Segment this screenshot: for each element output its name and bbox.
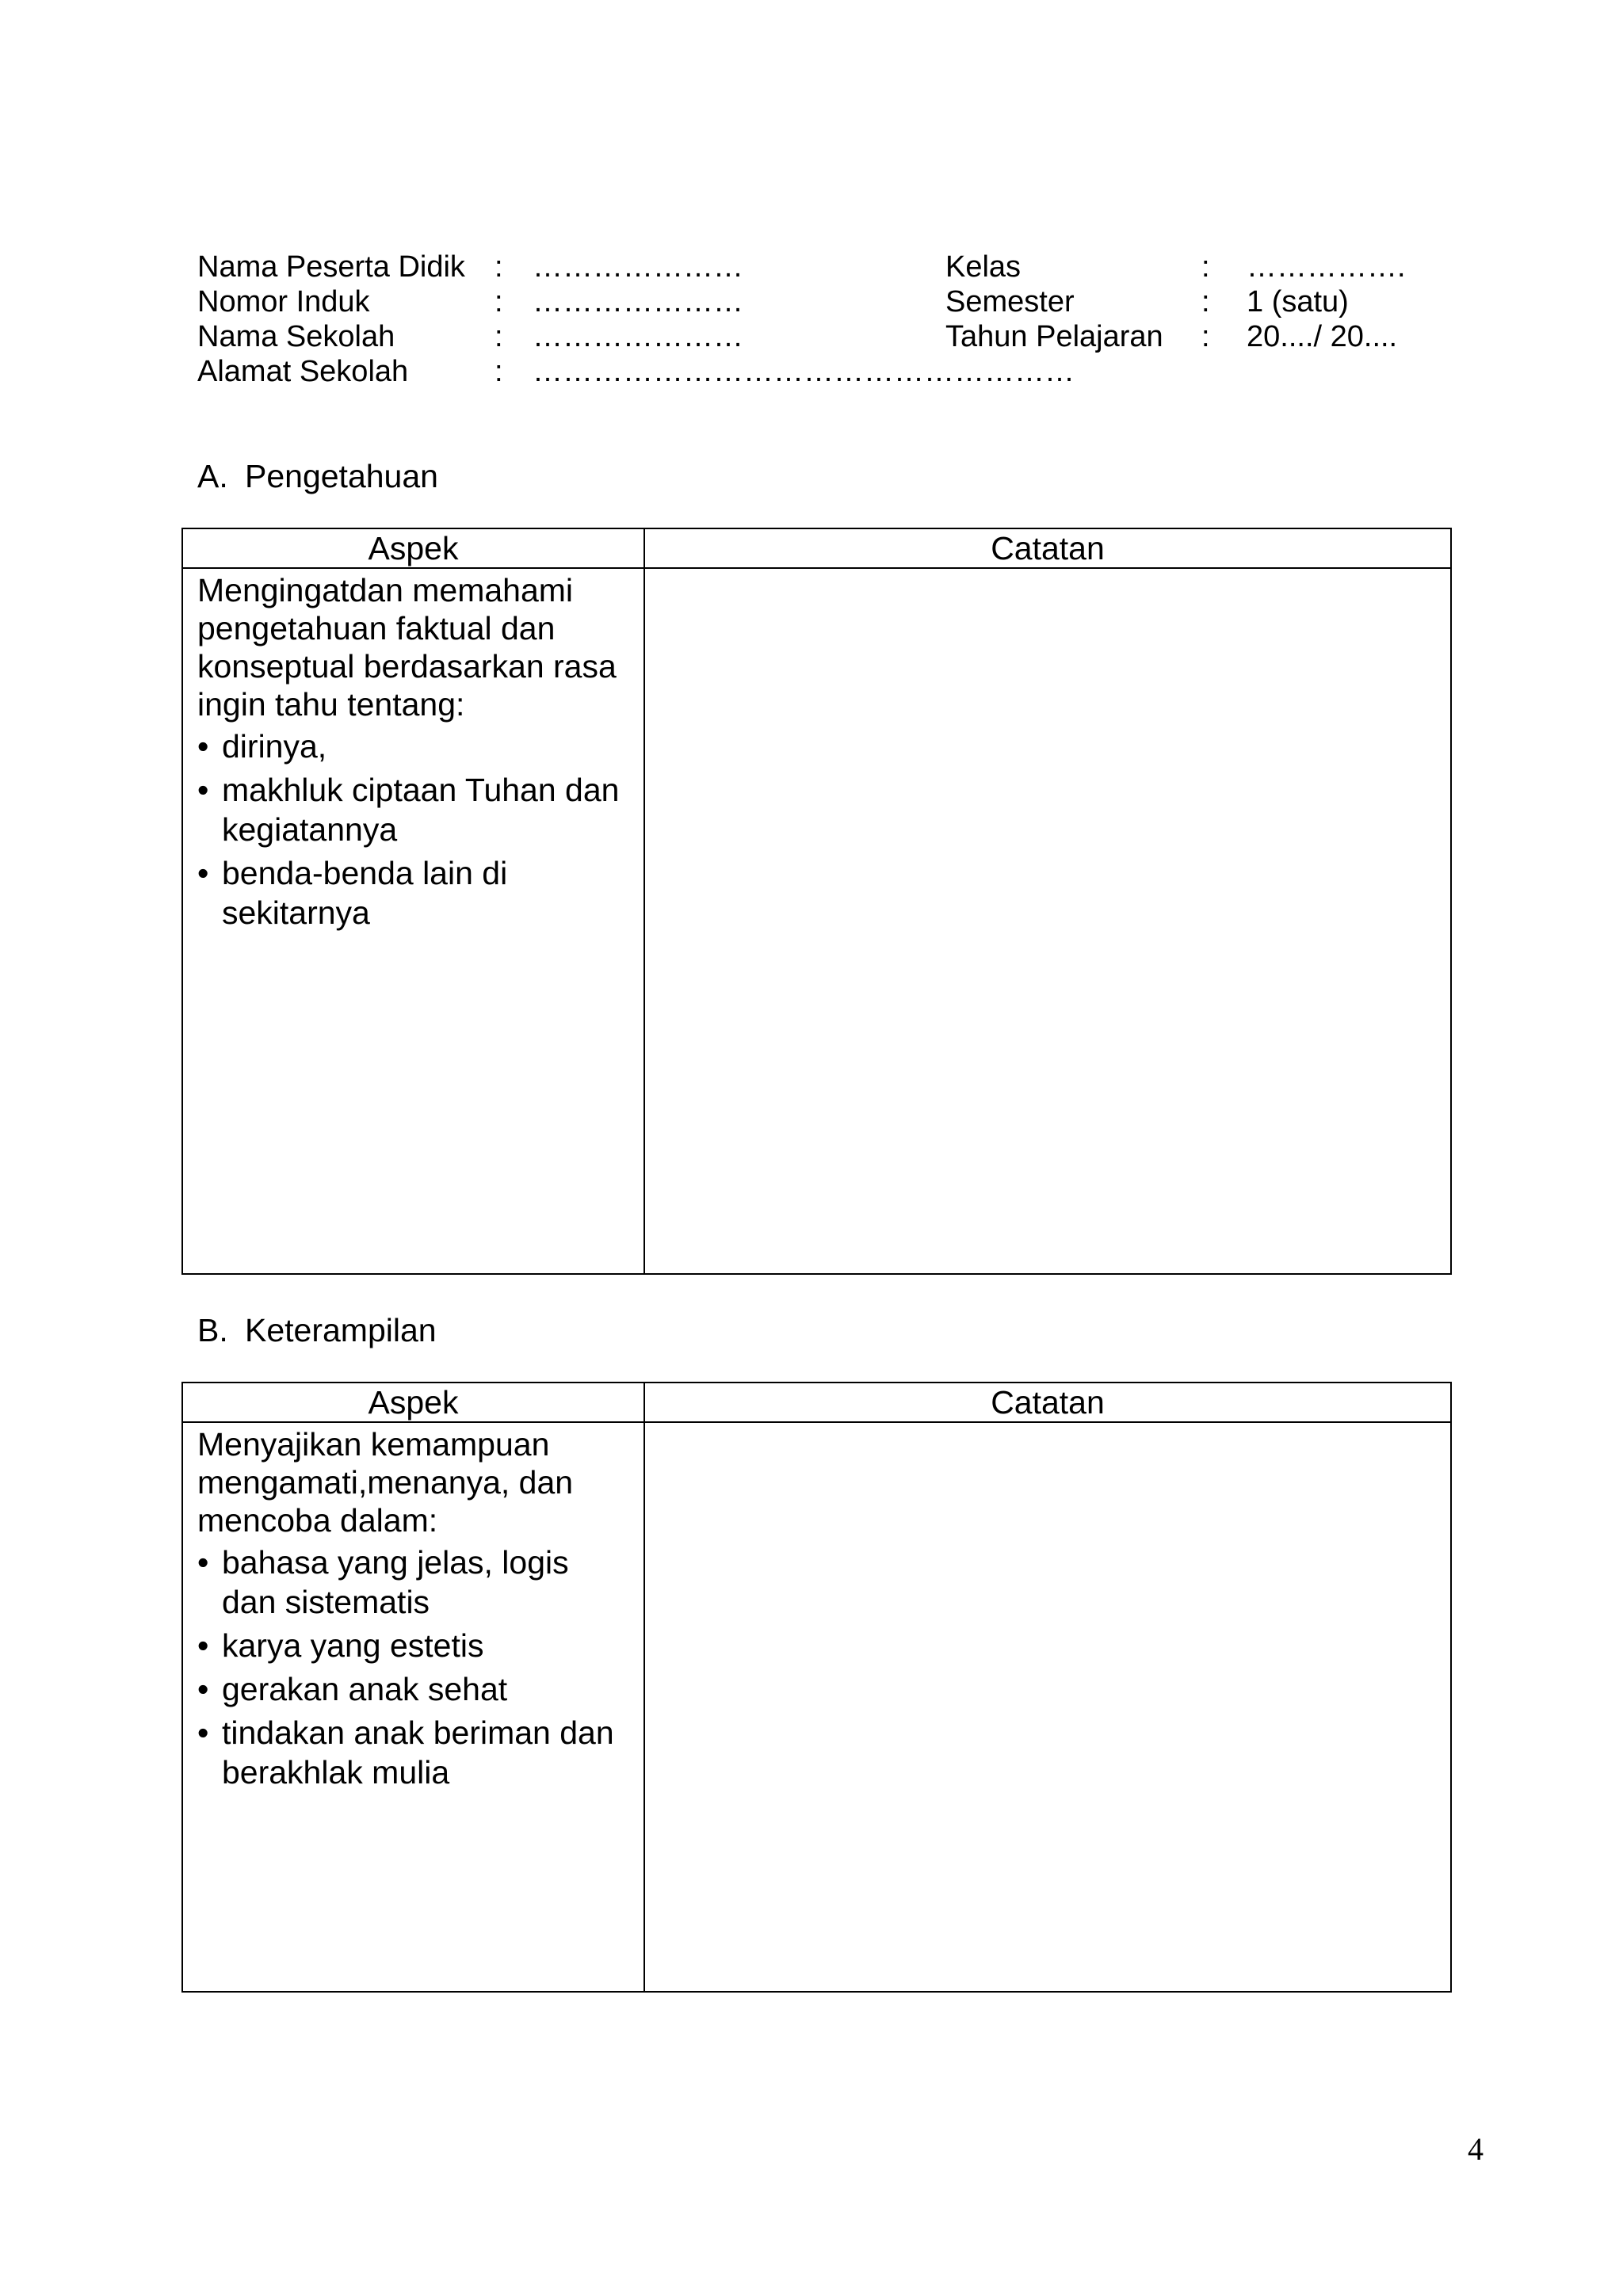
column-header-aspek: Aspek [182, 1383, 644, 1422]
section-b-letter: B. [197, 1312, 228, 1348]
value-nomor-induk: ………………… [533, 285, 743, 318]
list-item-line: • benda-benda lain di [222, 855, 508, 891]
label-alamat-sekolah: Alamat Sekolah [197, 355, 409, 388]
value-nama-peserta-didik: ………………… [533, 250, 743, 284]
list-item [197, 1626, 629, 1665]
list-item [197, 727, 629, 766]
table-row [182, 568, 1451, 1274]
colon: : [495, 285, 503, 318]
list-item-line: • gerakan anak sehat [222, 1671, 508, 1707]
section-b-title: Keterampilan [245, 1312, 437, 1348]
colon: : [495, 355, 503, 388]
label-nama-sekolah: Nama Sekolah [197, 320, 395, 353]
column-header-aspek: Aspek [182, 528, 644, 568]
section-b-heading [197, 1311, 437, 1349]
value-kelas: ……………. [1247, 250, 1406, 284]
list-item-line: • karya yang estetis [222, 1627, 484, 1664]
intro-line: Menyajikan kemampuan [197, 1426, 550, 1463]
colon: : [1201, 285, 1210, 318]
section-a-letter: A. [197, 458, 228, 494]
list-item-line: • dirinya, [222, 728, 327, 765]
list-item [197, 1713, 629, 1792]
section-a-title: Pengetahuan [245, 458, 438, 494]
label-semester: Semester [945, 285, 1075, 318]
table-pengetahuan [181, 528, 1452, 1275]
label-nama-peserta-didik: Nama Peserta Didik [197, 250, 465, 284]
catatan-cell[interactable] [644, 568, 1451, 1274]
column-header-catatan: Catatan [644, 1383, 1451, 1422]
colon: : [1201, 250, 1210, 284]
intro-line: mencoba dalam: [197, 1502, 438, 1539]
aspek-intro [197, 1425, 629, 1539]
catatan-cell[interactable] [644, 1422, 1451, 1992]
list-item-line: • makhluk ciptaan Tuhan dan [222, 772, 620, 808]
table-header-row [182, 528, 1451, 568]
value-alamat-sekolah: ……………………………………………… [533, 355, 1075, 388]
list-item [197, 853, 629, 933]
table-row [182, 1422, 1451, 1992]
intro-line: ingin tahu tentang: [197, 686, 465, 723]
table-keterampilan [181, 1382, 1452, 1993]
aspek-bullet-list [197, 727, 629, 933]
aspek-bullet-list [197, 1543, 629, 1792]
intro-line: mengamati,menanya, dan [197, 1464, 574, 1501]
list-item [197, 770, 629, 849]
list-item-line: berakhlak mulia [222, 1754, 450, 1791]
list-item-line: dan sistematis [222, 1584, 430, 1620]
aspek-intro [197, 571, 629, 723]
label-kelas: Kelas [945, 250, 1022, 284]
intro-line: konseptual berdasarkan rasa [197, 648, 617, 685]
value-nama-sekolah: ………………… [533, 320, 743, 353]
list-item [197, 1543, 629, 1622]
page-number: 4 [1468, 2131, 1484, 2167]
list-item-line: kegiatannya [222, 811, 398, 848]
list-item [197, 1669, 629, 1709]
list-item-line: • tindakan anak beriman dan [222, 1714, 614, 1751]
aspek-cell [182, 568, 644, 1274]
colon: : [1201, 320, 1210, 353]
intro-line: Mengingatdan memahami [197, 572, 574, 608]
table-header-row [182, 1383, 1451, 1422]
aspek-cell [182, 1422, 644, 1992]
label-tahun-pelajaran: Tahun Pelajaran [945, 320, 1163, 353]
list-item-line: sekitarnya [222, 894, 370, 931]
intro-line: pengetahuan faktual dan [197, 610, 556, 646]
colon: : [495, 250, 503, 284]
section-a-heading [197, 457, 438, 495]
colon: : [495, 320, 503, 353]
column-header-catatan: Catatan [644, 528, 1451, 568]
value-tahun-pelajaran: 20..../ 20.... [1247, 320, 1398, 353]
label-nomor-induk: Nomor Induk [197, 285, 370, 318]
list-item-line: • bahasa yang jelas, logis [222, 1544, 569, 1581]
value-semester: 1 (satu) [1247, 285, 1349, 318]
